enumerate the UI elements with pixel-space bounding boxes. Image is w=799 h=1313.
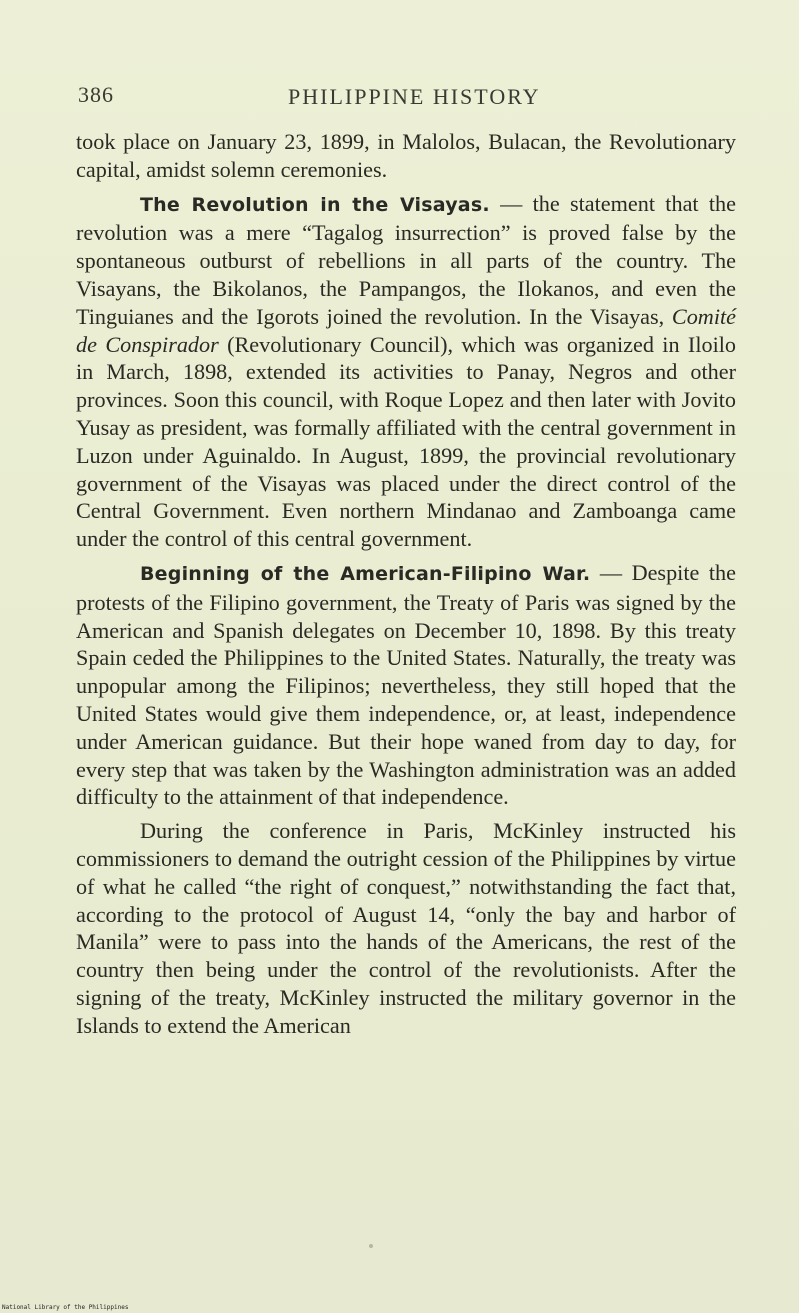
italic-term: Comité de Conspirador xyxy=(76,303,736,357)
paragraph-text-before: the statement that the revolution was a mere “Tagalog insurrection” is proved false by the spontaneous outburst of rebellions in all parts of the country. The Visayans, the Bikolanos, the Pampangos, the Ilokanos, and even the Tinguianes and the Igorots joined the revolution. In the Visayas, xyxy=(76,190,736,329)
page-header xyxy=(78,82,718,112)
section-heading-war: Beginning of the American-Filipino War. xyxy=(140,562,591,585)
heading-dash: — xyxy=(599,559,622,585)
running-head: PHILIPPINE HISTORY xyxy=(288,84,541,109)
paragraph-text: Despite the protests of the Filipino government, the Treaty of Paris was signed by the American and Spanish delegates on December 10, 1898. By this treaty Spain ceded the Philippines to the United States. Naturally, the treaty was unpopular among the Filipinos; nevertheless, they still hoped that the United States would give them independence, or, at least, independence under American guidance. But their hope waned from day to day, for every step that was taken by the Washington administration was an added difficulty to the attainment of that independence. xyxy=(76,559,737,810)
heading-dash: — xyxy=(500,190,523,216)
paragraph-text: took place on January 23, 1899, in Malolos, Bulacan, the Revolutionary capital, amidst solemn ceremonies. xyxy=(76,129,736,182)
paragraph-text: During the conference in Paris, McKinley instructed his commissioners to demand the outright cession of the Philippines by virtue of what he called “the right of conquest,” notwithstanding the fact that, according to the protocol of August 14, “only the bay and harbor of Manila” were to pass into the hands of the Americans, the rest of the country then being under the control of the revolutionists. After the signing of the treaty, McKinley instructed the military governor in the Islands to extend the American xyxy=(76,818,736,1038)
paragraph-text-after: (Revolutionary Council), which was organized in Iloilo in March, 1898, extended its activities to Panay, Negros and other provinces. Soon this council, with Roque Lopez and then later with Jovito Yusay as president, was formally affiliated with the central government in Luzon under Aguinaldo. In August, 1899, the provincial revolutionary government of the Visayas was placed under the direct control of the Central Government. Even northern Mindanao and Zamboanga came under the control of this central government. xyxy=(76,331,736,552)
paper-speck xyxy=(369,1244,373,1248)
paragraph-paris-conference xyxy=(76,817,736,1039)
paragraph-revolution-visayas xyxy=(76,190,736,553)
library-stamp: National Library of the Philippines xyxy=(2,1304,129,1311)
page-number: 386 xyxy=(78,82,114,107)
paragraph-continuation xyxy=(76,128,736,184)
section-heading-visayas: The Revolution in the Visayas. xyxy=(140,193,490,216)
paragraph-american-filipino-war xyxy=(76,559,736,811)
body-text xyxy=(76,128,736,1040)
